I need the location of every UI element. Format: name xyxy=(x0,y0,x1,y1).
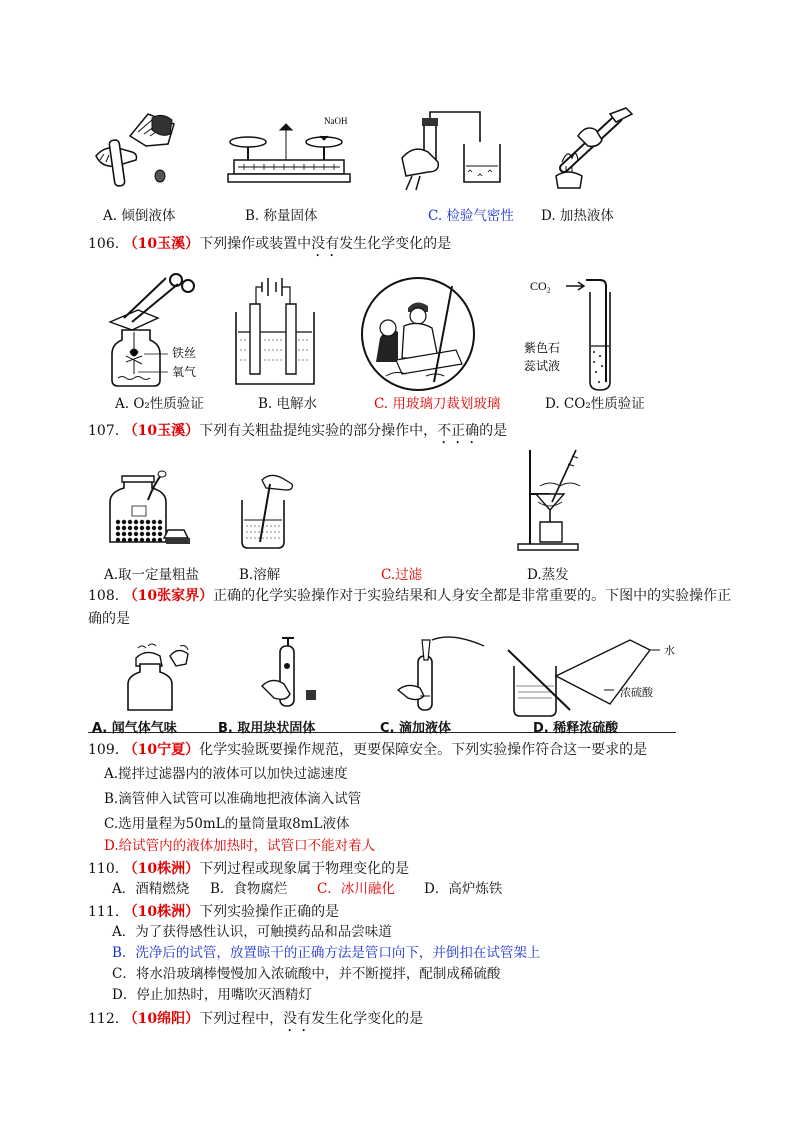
question-number: 109. xyxy=(88,742,120,758)
q109-option-d: D.给试管内的液体加热时，试管口不能对着人 xyxy=(104,838,376,854)
q107-option-b: B.溶解 xyxy=(239,567,281,583)
q111-stem xyxy=(88,905,339,919)
add-liquid-figure xyxy=(378,636,488,716)
question-number: 106. xyxy=(88,236,120,252)
dilute-acid-figure xyxy=(504,636,674,716)
q106-option-a: A. O₂性质验证 xyxy=(115,396,204,412)
heating-liquid-figure xyxy=(548,106,646,192)
q110-stem xyxy=(88,862,409,876)
q109-option-b: B.滴管伸入试管可以准确地把液体滴入试管 xyxy=(104,791,362,807)
q110-option-c: C．冰川融化 xyxy=(317,881,395,897)
oxygen-label: 氧气 xyxy=(172,365,197,379)
q106-option-d: D. CO₂性质验证 xyxy=(545,396,645,412)
question-source: （10株洲） xyxy=(123,861,200,877)
pouring-liquid-figure xyxy=(86,108,186,190)
q105-option-d: D. 加热液体 xyxy=(541,208,614,224)
co2-test-figure xyxy=(520,272,630,392)
stem-text: 下列过程中， xyxy=(199,1011,284,1027)
q105-option-a: A. 倾倒液体 xyxy=(103,208,176,224)
litmus-label-1: 紫色石 xyxy=(524,341,561,355)
q105-option-b: B. 称量固体 xyxy=(245,208,318,224)
airtight-check-figure xyxy=(394,108,510,192)
q111-option-b: B．洗净后的试管，放置晾干的正确方法是管口向下，并倒扣在试管架上 xyxy=(112,945,541,961)
electrolysis-figure xyxy=(232,278,322,390)
stem-text: 正确的化学实验操作对于实验结果和人身安全都是非常重要的。下图中的实验操作正 xyxy=(213,588,732,604)
balance-figure xyxy=(224,112,354,190)
q108-stem-line-2: 确的是 xyxy=(88,611,130,627)
q107-stem xyxy=(88,423,507,447)
filtration-figure xyxy=(510,446,590,552)
salt-jar-figure xyxy=(108,470,192,550)
q108-label-b: B. 取用块状固体 xyxy=(218,721,316,736)
iron-label: 铁丝 xyxy=(172,346,197,360)
question-number: 108. xyxy=(88,588,120,604)
q108-stem-line-1 xyxy=(88,589,731,603)
stem-text: 发生化学变化的是 xyxy=(311,1011,424,1027)
q105-option-c: C. 检验气密性 xyxy=(428,208,514,224)
stem-text: 下列实验操作正确的是 xyxy=(199,904,340,920)
question-number: 110. xyxy=(88,861,120,877)
smell-gas-figure xyxy=(120,644,200,714)
question-number: 112. xyxy=(88,1011,120,1027)
q112-stem xyxy=(88,1011,423,1035)
question-source: （10玉溪） xyxy=(123,423,200,439)
q110-option-b: B．食物腐烂 xyxy=(210,881,288,897)
question-number: 111. xyxy=(88,904,120,920)
naoh-label: NaOH xyxy=(324,116,348,126)
q110-option-a: A．酒精燃烧 xyxy=(112,881,190,897)
q108-label-d: D. 稀释浓硫酸 xyxy=(533,721,619,736)
q107-option-a: A.取一定量粗盐 xyxy=(104,567,200,583)
stem-emphasis: 没有 xyxy=(311,236,340,252)
q107-option-c: C.过滤 xyxy=(381,567,423,583)
q108-figure-strip xyxy=(88,636,676,736)
block-solid-figure xyxy=(248,636,328,716)
q106-option-b: B. 电解水 xyxy=(258,396,318,412)
stem-text: 下列操作或装置中 xyxy=(199,236,312,252)
litmus-label-2: 蕊试液 xyxy=(524,359,561,373)
question-source: （10绵阳） xyxy=(123,1011,200,1027)
q108-label-a: A. 闻气体气味 xyxy=(92,721,177,736)
question-number: 107. xyxy=(88,423,120,439)
question-source: （10张家界） xyxy=(123,588,214,604)
stem-text: 下列有关粗盐提纯实验的部分操作中， xyxy=(199,423,438,439)
iron-in-oxygen-figure xyxy=(104,272,214,388)
stem-text: 下列过程或现象属于物理变化的是 xyxy=(199,861,410,877)
question-source: （10株洲） xyxy=(123,904,200,920)
stem-text: 发生化学变化的是 xyxy=(339,236,452,252)
q106-stem xyxy=(88,236,451,260)
acid-label: 浓硫酸 xyxy=(620,686,653,699)
q109-option-a: A.搅拌过滤器内的液体可以加快过滤速度 xyxy=(104,766,348,782)
q108-label-c: C. 滴加液体 xyxy=(380,721,452,736)
q107-option-d: D.蒸发 xyxy=(527,567,569,583)
stem-emphasis: 不正确 xyxy=(437,423,480,439)
glass-cutting-figure xyxy=(356,276,480,392)
q106-option-c: C. 用玻璃刀裁划玻璃 xyxy=(374,396,501,412)
co2-label: CO₂ xyxy=(530,279,551,293)
water-label: 水 xyxy=(664,644,675,657)
question-source: （10玉溪） xyxy=(123,236,200,252)
q110-option-d: D．高炉炼铁 xyxy=(424,881,503,897)
q111-option-c: C．将水沿玻璃棒慢慢加入浓硫酸中，并不断搅拌，配制成稀硫酸 xyxy=(112,966,501,982)
stem-emphasis: 没有 xyxy=(283,1011,312,1027)
q111-option-d: D．停止加热时，用嘴吹灭酒精灯 xyxy=(112,987,312,1003)
stem-text: 化学实验既要操作规范，更要保障安全。下列实验操作符合这一要求的是 xyxy=(199,742,648,758)
question-source: （10宁夏） xyxy=(123,742,200,758)
q109-stem xyxy=(88,743,647,757)
dissolving-figure xyxy=(232,470,308,552)
stem-text: 的是 xyxy=(479,423,508,439)
q109-option-c: C.选用量程为50mL的量筒量取8mL液体 xyxy=(104,816,350,832)
q111-option-a: A．为了获得感性认识，可触摸药品和品尝味道 xyxy=(112,924,392,940)
